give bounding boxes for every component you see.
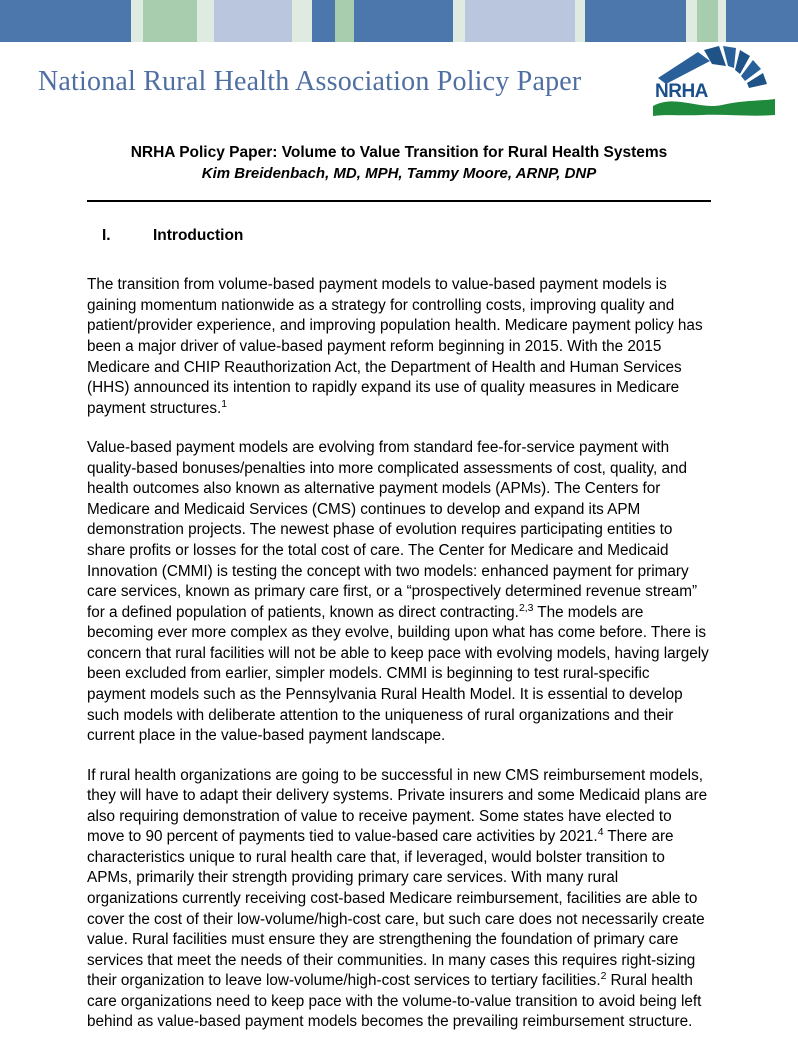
banner-stripe [312, 0, 335, 42]
authors-line: Kim Breidenbach, MD, MPH, Tammy Moore, ARNP, DNP [201, 165, 597, 183]
footnote-reference: 2,3 [518, 602, 534, 614]
banner-stripe [575, 0, 585, 42]
banner-stripe [354, 0, 453, 42]
nrha-wordmark: NRHA [655, 81, 708, 102]
banner-stripe [0, 0, 131, 42]
banner-stripe [143, 0, 197, 42]
title-block [87, 143, 711, 184]
footnote-reference: 1 [221, 398, 228, 410]
masthead-title: National Rural Health Association Policy Paper [38, 66, 582, 97]
decorative-stripe-banner [0, 0, 798, 42]
banner-stripe [726, 0, 798, 42]
banner-stripe [465, 0, 575, 42]
section-number: I. [102, 227, 111, 245]
banner-stripe [131, 0, 143, 42]
banner-stripe [585, 0, 686, 42]
banner-stripe [697, 0, 718, 42]
body-paragraph: If rural health organizations are going to be successful in new CMS reimbursement models, they will have to adapt their delivery systems. Private insurers and some Medicaid plans are also requiring demonstration of value to receive payment. Some states have elected to move to 90 percent of payments tied to value-based care activities by 2021.$^4$ There are characteristics unique to rural health care that, if leveraged, would bolster transition to APMs, primarily their strength providing primary care services. With many rural organizations currently receiving cost-based Medicare reimbursement, facilities are able to cover the cost of their low-volume/high-cost care, but such care does not necessarily create value. Rural facilities must ensure they are strengthening the foundation of primary care services that meet the needs of their communities. In many cases this requires right-sizing their organization to leave low-volume/high-cost services to tertiary facilities.$^2$ Rural health care organizations need to keep pace with the volume-to-value transition to avoid being left behind as value-based payment models becomes the prevailing reimbursement structure. [87, 766, 708, 1031]
body-paragraph: The transition from volume-based payment models to value-based payment models is gaining momentum nationwide as a strategy for controlling costs, improving quality and patient/provider experience, and improving population health. Medicare payment policy has been a major driver of value-based payment reform beginning in 2015. With the 2015 Medicare and CHIP Reauthorization Act, the Department of Health and Human Services (HHS) announced its intention to rapidly expand its use of quality measures in Medicare payment structures.$^1$ [87, 276, 703, 417]
banner-stripe [197, 0, 214, 42]
title-divider [87, 200, 711, 202]
banner-stripe [214, 0, 292, 42]
section-label: Introduction [153, 227, 244, 245]
banner-stripe [335, 0, 354, 42]
masthead [0, 42, 798, 123]
banner-stripe [686, 0, 697, 42]
banner-stripe [718, 0, 726, 42]
nrha-logo [652, 44, 776, 118]
banner-stripe [292, 0, 312, 42]
section-heading [102, 227, 711, 245]
footnote-reference: 2 [600, 971, 607, 983]
page-title: NRHA Policy Paper: Volume to Value Transition for Rural Health Systems [130, 144, 668, 161]
green-field-icon [653, 99, 775, 116]
document-body [0, 123, 798, 1033]
footnote-reference: 4 [597, 827, 604, 839]
body-paragraph: Value-based payment models are evolving from standard fee-for-service payment with quality-based bonuses/penalties into more complicated assessments of cost, quality, and health outcomes also known as alternative payment models (APMs). The Centers for Medicare and Medicaid Services (CMS) continues to develop and expand its APM demonstration projects. The newest phase of evolution requires participating entities to share profits or losses for the total cost of care. The Center for Medicare and Medicaid Innovation (CMMI) is testing the concept with two models: enhanced payment for primary care services, known as primary care first, or a “prospectively determined revenue stream” for a defined population of patients, known as direct contracting.$^{2,3}$ The models are becoming ever more complex as they evolve, building upon what has come before. There is concern that rural facilities will not be able to keep pace with evolving models, having largely been excluded from earlier, simpler models. CMMI is beginning to test rural-specific payment models such as the Pennsylvania Rural Health Model. It is essential to develop such models with deliberate attention to the uniqueness of rural organizations and their current place in the value-based payment landscape. [87, 439, 709, 745]
document-content [87, 227, 711, 1033]
banner-stripe [453, 0, 465, 42]
